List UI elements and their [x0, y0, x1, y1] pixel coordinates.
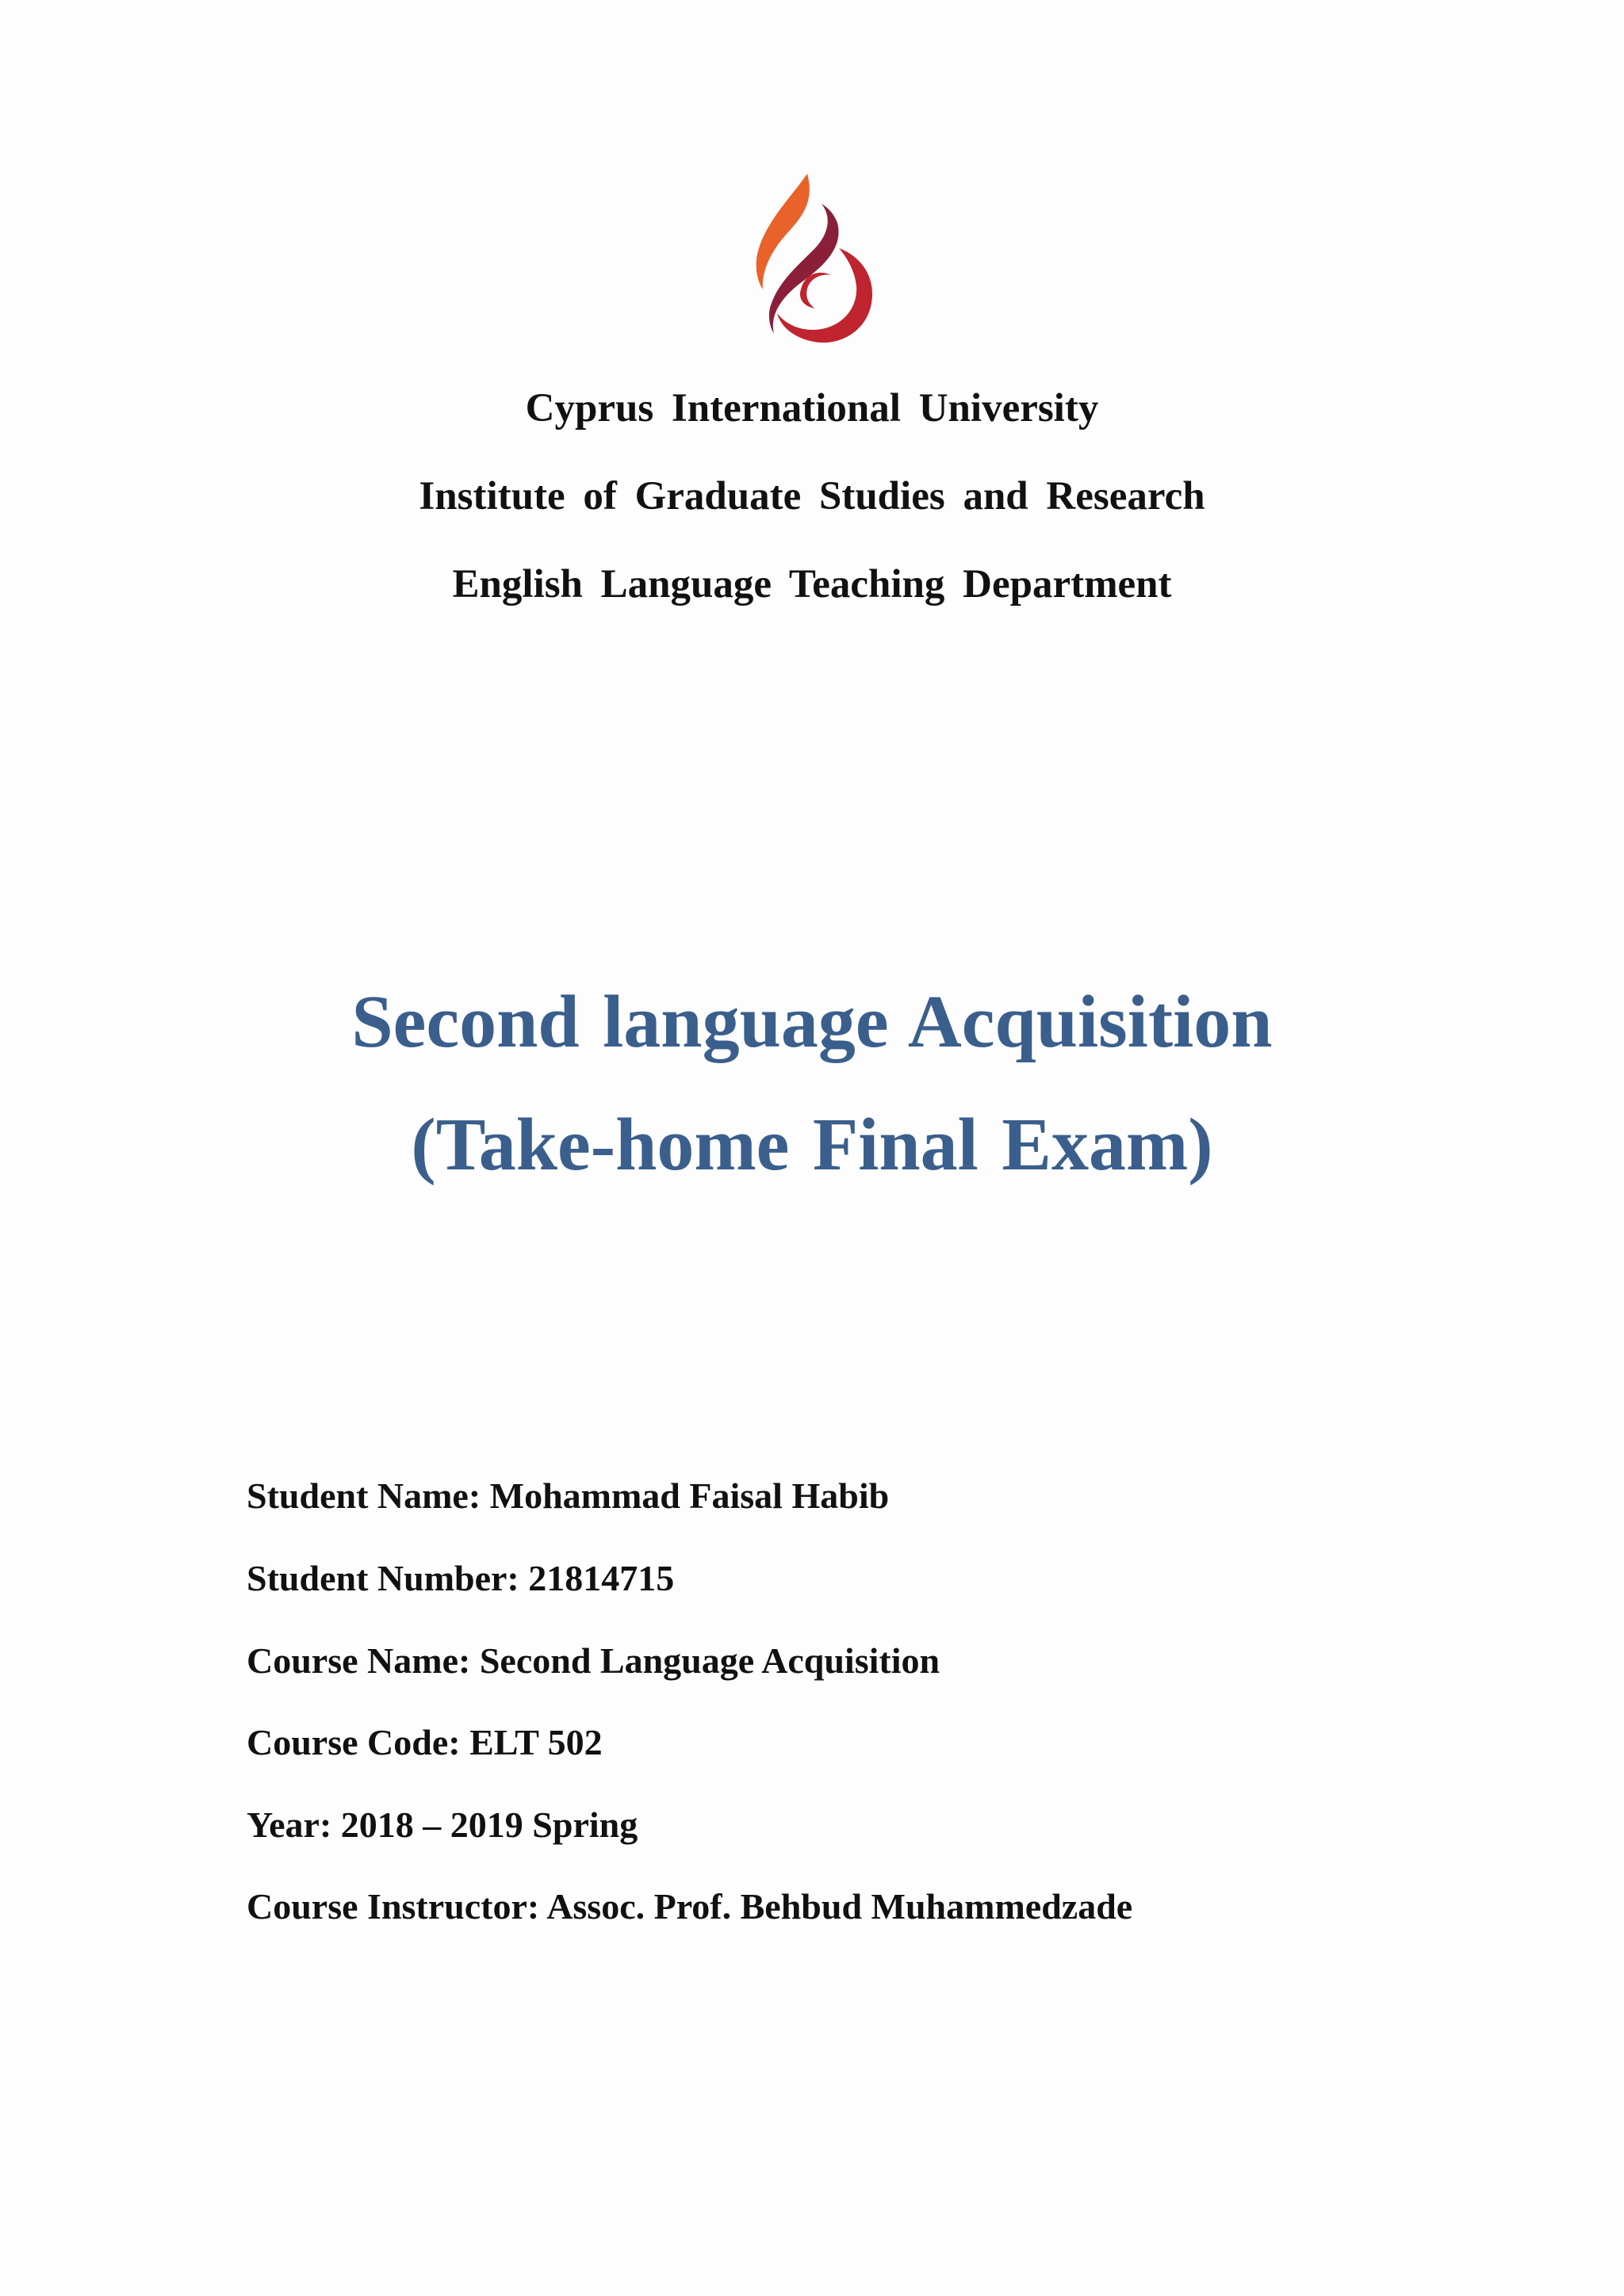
institute-name: Institute of Graduate Studies and Research [419, 474, 1205, 519]
student-name-label: Student Name: [247, 1475, 481, 1516]
course-name-line [247, 1640, 940, 1682]
student-name-line [247, 1475, 889, 1517]
course-name-value: Second Language Acquisition [479, 1640, 940, 1681]
course-name-label: Course Name: [247, 1640, 471, 1681]
university-name: Cyprus International University [525, 386, 1099, 430]
course-code-value: ELT 502 [469, 1722, 603, 1762]
student-number-value: 21814715 [528, 1558, 675, 1598]
department-name: English Language Teaching Department [452, 562, 1172, 607]
student-number-label: Student Number: [247, 1558, 519, 1598]
year-line [247, 1804, 638, 1846]
document-title: Second language Acquisition [351, 981, 1273, 1063]
course-instructor-line [247, 1885, 1132, 1927]
course-code-label: Course Code: [247, 1722, 461, 1762]
document-subtitle: (Take-home Final Exam) [411, 1104, 1213, 1186]
student-number-line [247, 1557, 674, 1599]
course-instructor-label: Course Instructor: [247, 1886, 540, 1927]
year-label: Year: [247, 1804, 332, 1845]
course-code-line [247, 1721, 603, 1763]
course-instructor-value: Assoc. Prof. Behbud Muhammedzade [546, 1886, 1133, 1927]
university-logo-icon [745, 170, 880, 349]
student-name-value: Mohammad Faisal Habib [489, 1475, 890, 1516]
year-value: 2018 – 2019 Spring [340, 1804, 638, 1845]
